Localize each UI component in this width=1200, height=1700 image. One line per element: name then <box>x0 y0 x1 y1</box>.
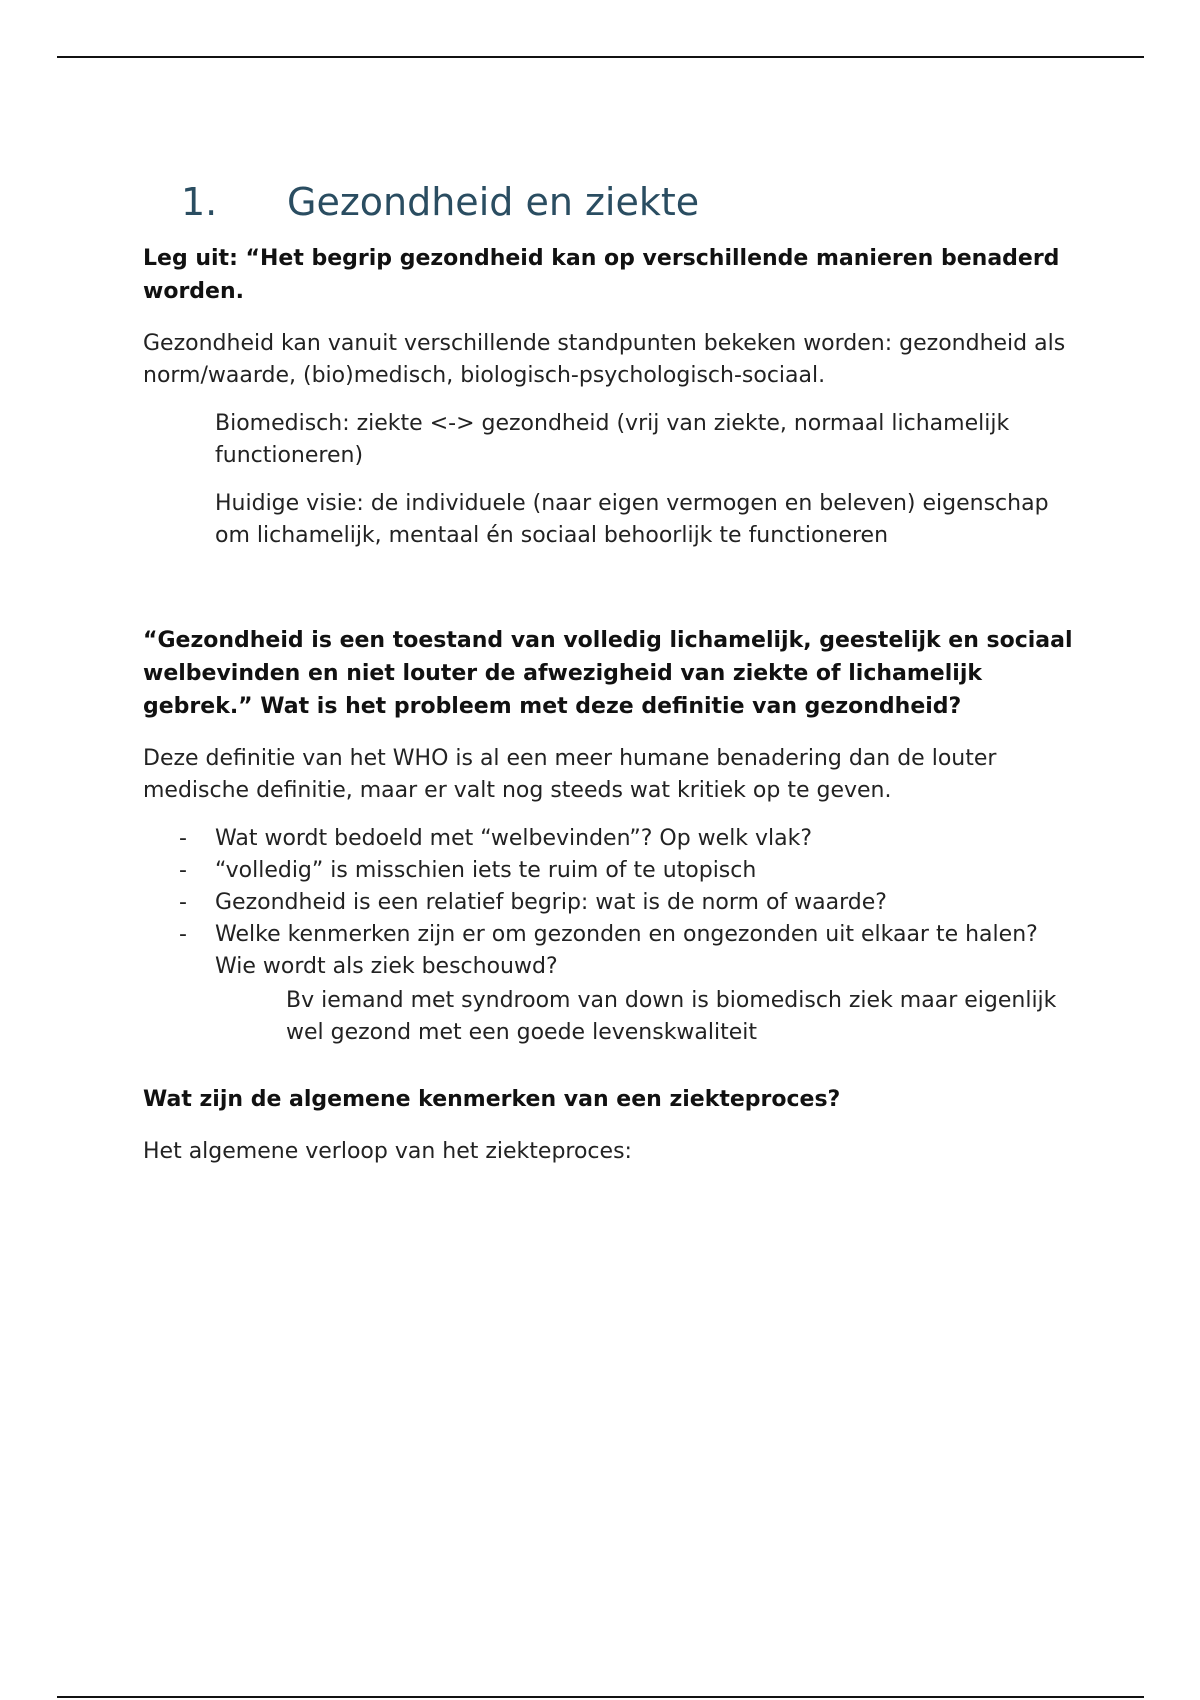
question-1: Leg uit: “Het begrip gezondheid kan op verschillende manieren benaderd worden. <box>143 246 1060 304</box>
question-3: Wat zijn de algemene kenmerken van een ziekteproces? <box>143 1087 841 1112</box>
answer-1-biomedical: Biomedisch: ziekte <-> gezondheid (vrij van ziekte, normaal lichamelijk functioneren) <box>215 411 1010 468</box>
bullet-marker: - <box>179 826 187 851</box>
answer-2: Deze definitie van het WHO is al een meer humane benadering dan de louter medische definitie, maar er valt nog steeds wat kritiek op te geven. <box>143 746 997 803</box>
bullet-marker: - <box>179 890 187 915</box>
list-item <box>143 887 1083 919</box>
list-item <box>143 823 1083 855</box>
list-item-text: “volledig” is misschien iets te ruim of te utopisch <box>215 858 757 883</box>
heading-title: Gezondheid en ziekte <box>287 180 700 224</box>
list-item <box>143 919 1083 983</box>
example-note: Bv iemand met syndroom van down is biomedisch ziek maar eigenlijk wel gezond met een goede levenskwaliteit <box>286 988 1057 1045</box>
answer-3: Het algemene verloop van het ziekteproces: <box>143 1139 632 1164</box>
heading-number: 1. <box>181 180 218 224</box>
bullet-marker: - <box>179 922 187 947</box>
section-heading <box>181 176 1083 228</box>
list-item <box>143 855 1083 887</box>
question-2: “Gezondheid is een toestand van volledig lichamelijk, geestelijk en sociaal welbevinden en niet louter de afwezigheid van ziekte of lichamelijk gebrek.” Wat is het probleem met deze definitie van gezondheid? <box>143 628 1073 719</box>
bullet-marker: - <box>179 858 187 883</box>
critique-list <box>143 823 1083 983</box>
answer-1-current-view: Huidige visie: de individuele (naar eigen vermogen en beleven) eigenschap om lichamelijk, mentaal én sociaal behoorlijk te functioneren <box>215 491 1049 548</box>
header-rule <box>57 56 1144 58</box>
answer-1-intro: Gezondheid kan vanuit verschillende standpunten bekeken worden: gezondheid als norm/waarde, (bio)medisch, biologisch-psychologisch-sociaal. <box>143 331 1066 388</box>
list-item-text: Gezondheid is een relatief begrip: wat is de norm of waarde? <box>215 890 887 915</box>
list-item-text: Welke kenmerken zijn er om gezonden en ongezonden uit elkaar te halen? Wie wordt als ziek beschouwd? <box>215 922 1038 979</box>
spacer <box>143 1049 1083 1083</box>
document-body <box>143 176 1083 1184</box>
list-item-text: Wat wordt bedoeld met “welbevinden”? Op welk vlak? <box>215 826 813 851</box>
spacer <box>143 568 1083 624</box>
footer-rule <box>57 1696 1144 1698</box>
